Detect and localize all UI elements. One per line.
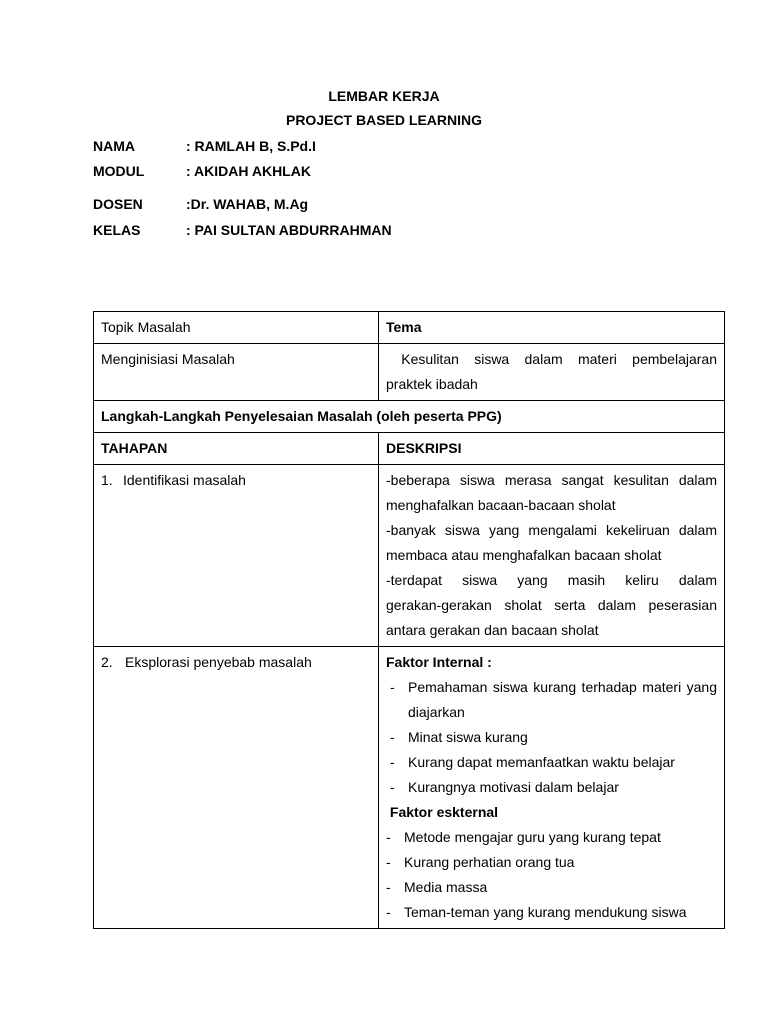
dosen-label: DOSEN bbox=[93, 196, 143, 212]
step1-line: gerakan-gerakan sholat serta dalam peserasian bbox=[386, 597, 717, 613]
internal-item-text: Kurang dapat memanfaatkan waktu belajar bbox=[408, 754, 675, 770]
external-item-text: Teman-teman yang kurang mendukung siswa bbox=[404, 904, 687, 920]
step1-line: menghafalkan bacaan-bacaan sholat bbox=[386, 497, 616, 513]
dash-marker: - bbox=[386, 854, 391, 870]
worksheet-table bbox=[93, 311, 725, 929]
dash-marker: - bbox=[386, 904, 391, 920]
topik-label: Topik Masalah bbox=[94, 312, 379, 344]
step2-label: Eksplorasi penyebab masalah bbox=[125, 654, 312, 670]
table-row bbox=[94, 433, 725, 465]
step1-line: antara gerakan dan bacaan sholat bbox=[386, 622, 599, 638]
external-heading: Faktor eskternal bbox=[386, 804, 499, 820]
external-item-text: Metode mengajar guru yang kurang tepat bbox=[404, 829, 661, 845]
modul-value: : AKIDAH AKHLAK bbox=[186, 163, 311, 179]
step1-line: -terdapat siswa yang masih keliru dalam bbox=[386, 572, 717, 588]
info-kelas bbox=[93, 222, 392, 238]
nama-label: NAMA bbox=[93, 138, 135, 154]
step2-cell bbox=[94, 647, 379, 929]
tema-label: Tema bbox=[379, 312, 725, 344]
external-item bbox=[386, 900, 717, 925]
step1-description bbox=[379, 465, 725, 647]
internal-item-text: Kurangnya motivasi dalam belajar bbox=[408, 779, 619, 795]
external-item-text: Kurang perhatian orang tua bbox=[404, 854, 575, 870]
step1-number: 1. bbox=[101, 472, 113, 488]
document-subtitle: PROJECT BASED LEARNING bbox=[285, 112, 483, 128]
step2-number: 2. bbox=[101, 654, 113, 670]
step1-line: -banyak siswa yang mengalami kekeliruan dalam bbox=[386, 522, 717, 538]
external-item bbox=[386, 825, 717, 850]
dash-marker: - bbox=[390, 779, 395, 795]
external-item bbox=[386, 875, 717, 900]
masalah-line: praktek ibadah bbox=[386, 376, 478, 392]
internal-item bbox=[386, 675, 717, 725]
step2-item bbox=[101, 650, 371, 675]
internal-heading: Faktor Internal : bbox=[386, 654, 492, 670]
internal-item-text: Minat siswa kurang bbox=[408, 729, 528, 745]
tahapan-header: TAHAPAN bbox=[94, 433, 379, 465]
external-item bbox=[386, 850, 717, 875]
menginisiasi-label: Menginisiasi Masalah bbox=[94, 344, 379, 401]
dash-marker: - bbox=[390, 754, 395, 770]
step1-item bbox=[101, 468, 371, 493]
dash-marker: - bbox=[386, 829, 391, 845]
step1-cell bbox=[94, 465, 379, 647]
modul-label: MODUL bbox=[93, 163, 145, 179]
nama-value: : RAMLAH B, S.Pd.I bbox=[186, 138, 316, 154]
info-nama bbox=[93, 138, 316, 154]
step1-line: -beberapa siswa merasa sangat kesulitan dalam bbox=[386, 472, 717, 488]
table-row bbox=[94, 401, 725, 433]
section-heading: Langkah-Langkah Penyelesaian Masalah (oleh peserta PPG) bbox=[94, 401, 725, 433]
info-modul bbox=[93, 163, 311, 179]
external-item-text: Media massa bbox=[404, 879, 488, 895]
dosen-value: :Dr. WAHAB, M.Ag bbox=[186, 196, 309, 212]
dash-marker: - bbox=[390, 679, 395, 695]
table-row bbox=[94, 465, 725, 647]
masalah-line: Kesulitan siswa dalam materi pembelajaran bbox=[386, 351, 717, 367]
dash-marker: - bbox=[390, 729, 395, 745]
step1-label: Identifikasi masalah bbox=[123, 472, 246, 488]
internal-item-text: Pemahaman siswa kurang terhadap materi yang diajarkan bbox=[408, 679, 717, 720]
deskripsi-header: DESKRIPSI bbox=[379, 433, 725, 465]
kelas-label: KELAS bbox=[93, 222, 141, 238]
step1-line: membaca atau menghafalkan bacaan sholat bbox=[386, 547, 662, 563]
internal-item bbox=[386, 725, 717, 750]
table-row bbox=[94, 344, 725, 401]
document-title: LEMBAR KERJA bbox=[328, 88, 440, 104]
table-row bbox=[94, 647, 725, 929]
info-dosen bbox=[93, 196, 308, 212]
internal-item bbox=[386, 775, 717, 800]
kelas-value: : PAI SULTAN ABDURRAHMAN bbox=[186, 222, 392, 238]
internal-item bbox=[386, 750, 717, 775]
masalah-description bbox=[379, 344, 725, 401]
table-row bbox=[94, 312, 725, 344]
step2-description bbox=[379, 647, 725, 929]
dash-marker: - bbox=[386, 879, 391, 895]
